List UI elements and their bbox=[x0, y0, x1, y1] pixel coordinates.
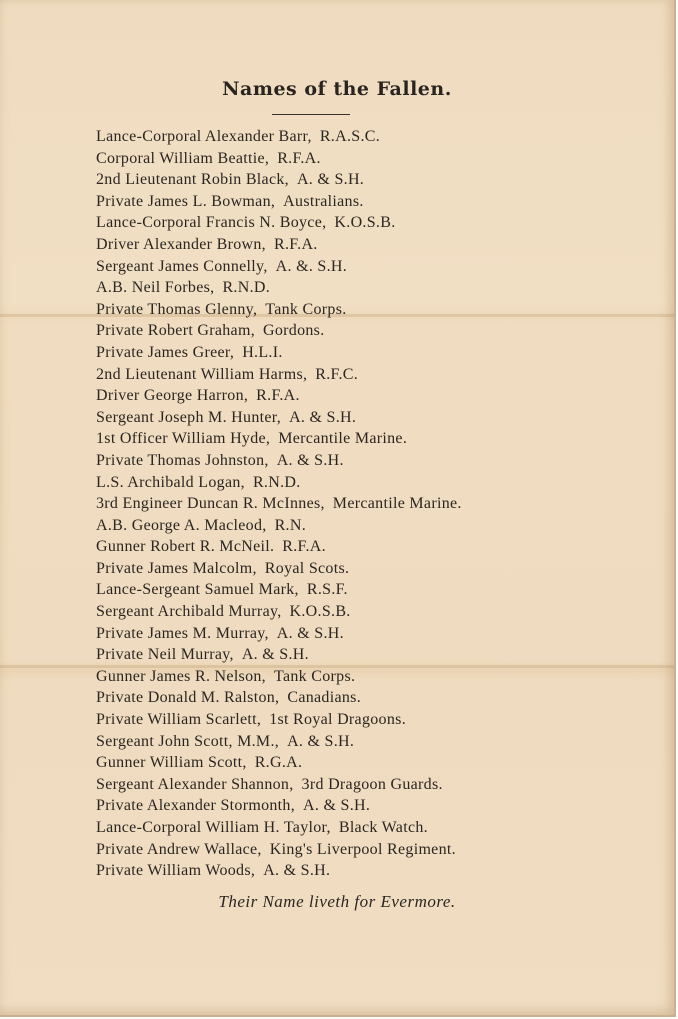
fallen-unit: R.A.S.C. bbox=[319, 128, 381, 145]
list-item bbox=[96, 515, 462, 537]
list-item bbox=[96, 752, 462, 774]
list-item bbox=[96, 320, 462, 342]
fallen-name: Private Thomas Johnston, bbox=[96, 451, 269, 469]
list-item bbox=[96, 256, 462, 278]
fallen-unit: A. & S.H. bbox=[276, 624, 344, 642]
fallen-name: Lance-Corporal Alexander Barr, bbox=[96, 128, 312, 145]
fallen-name: Gunner Robert R. McNeil. bbox=[96, 538, 275, 556]
list-item bbox=[96, 277, 462, 299]
fallen-name: Sergeant John Scott, M.M., bbox=[96, 732, 280, 750]
fallen-name: Gunner James R. Nelson, bbox=[96, 667, 266, 685]
fallen-name: Lance-Corporal William H. Taylor, bbox=[96, 819, 331, 836]
fallen-name: 2nd Lieutenant William Harms, bbox=[96, 365, 308, 383]
list-item bbox=[96, 428, 462, 450]
fallen-unit: K.O.S.B. bbox=[334, 214, 396, 232]
fallen-unit: Canadians. bbox=[287, 689, 361, 707]
list-item bbox=[96, 299, 462, 321]
fallen-name: Private Alexander Stormonth, bbox=[96, 797, 296, 815]
fallen-name: L.S. Archibald Logan, bbox=[96, 473, 245, 491]
fallen-unit: H.L.I. bbox=[242, 343, 283, 361]
list-item bbox=[96, 817, 462, 839]
fallen-unit: 1st Royal Dragoons. bbox=[269, 711, 406, 729]
list-item bbox=[96, 342, 462, 364]
list-item bbox=[96, 191, 462, 213]
list-item bbox=[96, 148, 462, 170]
list-item bbox=[96, 644, 462, 666]
list-item bbox=[96, 364, 462, 386]
list-item bbox=[96, 795, 462, 817]
fallen-name: Sergeant James Connelly, bbox=[96, 257, 268, 275]
list-item bbox=[96, 601, 462, 623]
fallen-name: Private William Scarlett, bbox=[96, 711, 262, 729]
list-item bbox=[96, 666, 462, 688]
list-item bbox=[96, 579, 462, 601]
fallen-unit: Mercantile Marine. bbox=[332, 495, 462, 513]
list-item bbox=[96, 407, 462, 429]
names-list bbox=[96, 126, 462, 882]
fallen-name: 1st Officer William Hyde, bbox=[96, 430, 271, 448]
fallen-name: 2nd Lieutenant Robin Black, bbox=[96, 171, 289, 189]
fallen-name: Sergeant Joseph M. Hunter, bbox=[96, 408, 282, 426]
fallen-name: Private James Malcolm, bbox=[96, 559, 257, 577]
fallen-unit: R.G.A. bbox=[254, 754, 303, 772]
list-item bbox=[96, 536, 462, 558]
fallen-name: Gunner William Scott, bbox=[96, 754, 247, 772]
fallen-unit: R.F.A. bbox=[256, 387, 300, 405]
fallen-unit: K.O.S.B. bbox=[289, 603, 351, 621]
fallen-unit: A. &. S.H. bbox=[275, 257, 348, 275]
memorial-motto: Their Name liveth for Evermore. bbox=[218, 892, 456, 911]
fallen-name: A.B. Neil Forbes, bbox=[96, 279, 215, 297]
list-item bbox=[96, 169, 462, 191]
fallen-name: Private Thomas Glenny, bbox=[96, 300, 258, 318]
fallen-name: Driver George Harron, bbox=[96, 387, 249, 405]
fallen-unit: Black Watch. bbox=[338, 819, 428, 836]
fallen-name: Private William Woods, bbox=[96, 862, 256, 880]
fallen-name: Corporal William Beattie, bbox=[96, 149, 270, 167]
fallen-unit: A. & S.H. bbox=[289, 408, 357, 426]
fallen-unit: R.F.A. bbox=[273, 235, 318, 253]
fallen-unit: A. & S.H. bbox=[296, 171, 365, 189]
fallen-unit: R.N.D. bbox=[222, 279, 271, 297]
fallen-name: 3rd Engineer Duncan R. McInnes, bbox=[96, 495, 325, 513]
fallen-unit: R.S.F. bbox=[306, 581, 348, 599]
fallen-name: Private James M. Murray, bbox=[96, 624, 269, 642]
fallen-unit: Tank Corps. bbox=[274, 667, 356, 685]
fallen-name: Driver Alexander Brown, bbox=[96, 235, 266, 253]
fallen-unit: R.N.D. bbox=[252, 473, 301, 491]
fallen-name: Private Donald M. Ralston, bbox=[96, 689, 280, 707]
fallen-unit: King's Liverpool Regiment. bbox=[269, 840, 456, 858]
list-item bbox=[96, 860, 462, 882]
fallen-unit: Tank Corps. bbox=[265, 300, 347, 318]
fallen-unit: Australians. bbox=[283, 192, 364, 210]
fallen-name: Private Robert Graham, bbox=[96, 322, 255, 340]
list-item bbox=[96, 472, 462, 494]
fallen-unit: Gordons. bbox=[263, 322, 325, 340]
fallen-name: Private Andrew Wallace, bbox=[96, 840, 262, 858]
fallen-unit: R.F.C. bbox=[315, 365, 359, 383]
page-title: Names of the Fallen. bbox=[222, 78, 452, 100]
fallen-name: Lance-Sergeant Samuel Mark, bbox=[96, 581, 299, 599]
list-item bbox=[96, 687, 462, 709]
fallen-name: Sergeant Alexander Shannon, bbox=[96, 775, 294, 793]
title-underline bbox=[272, 114, 350, 115]
list-item bbox=[96, 126, 462, 148]
fallen-unit: R.F.A. bbox=[277, 149, 321, 167]
list-item bbox=[96, 709, 462, 731]
fallen-unit: R.N. bbox=[274, 516, 307, 534]
list-item bbox=[96, 385, 462, 407]
fallen-name: A.B. George A. Macleod, bbox=[96, 516, 267, 534]
fallen-unit: A. & S.H. bbox=[287, 732, 355, 750]
list-item bbox=[96, 558, 462, 580]
fallen-unit: A. & S.H. bbox=[303, 797, 371, 815]
fallen-unit: Royal Scots. bbox=[264, 559, 350, 577]
fallen-unit: A. & S.H. bbox=[263, 862, 331, 880]
list-item bbox=[96, 234, 462, 256]
fallen-name: Sergeant Archibald Murray, bbox=[96, 603, 282, 621]
list-item bbox=[96, 450, 462, 472]
list-item bbox=[96, 774, 462, 796]
fallen-name: Private Neil Murray, bbox=[96, 646, 234, 664]
fallen-name: Private James Greer, bbox=[96, 343, 235, 361]
fallen-unit: A. & S.H. bbox=[241, 646, 309, 664]
list-item bbox=[96, 212, 462, 234]
list-item bbox=[96, 839, 462, 861]
fallen-unit: Mercantile Marine. bbox=[278, 430, 408, 448]
list-item bbox=[96, 623, 462, 645]
list-item bbox=[96, 493, 462, 515]
fallen-name: Private James L. Bowman, bbox=[96, 192, 276, 210]
fallen-name: Lance-Corporal Francis N. Boyce, bbox=[96, 214, 327, 232]
fallen-unit: R.F.A. bbox=[282, 538, 326, 556]
fallen-unit: A. & S.H. bbox=[276, 451, 344, 469]
fallen-unit: 3rd Dragoon Guards. bbox=[301, 775, 443, 793]
list-item bbox=[96, 731, 462, 753]
